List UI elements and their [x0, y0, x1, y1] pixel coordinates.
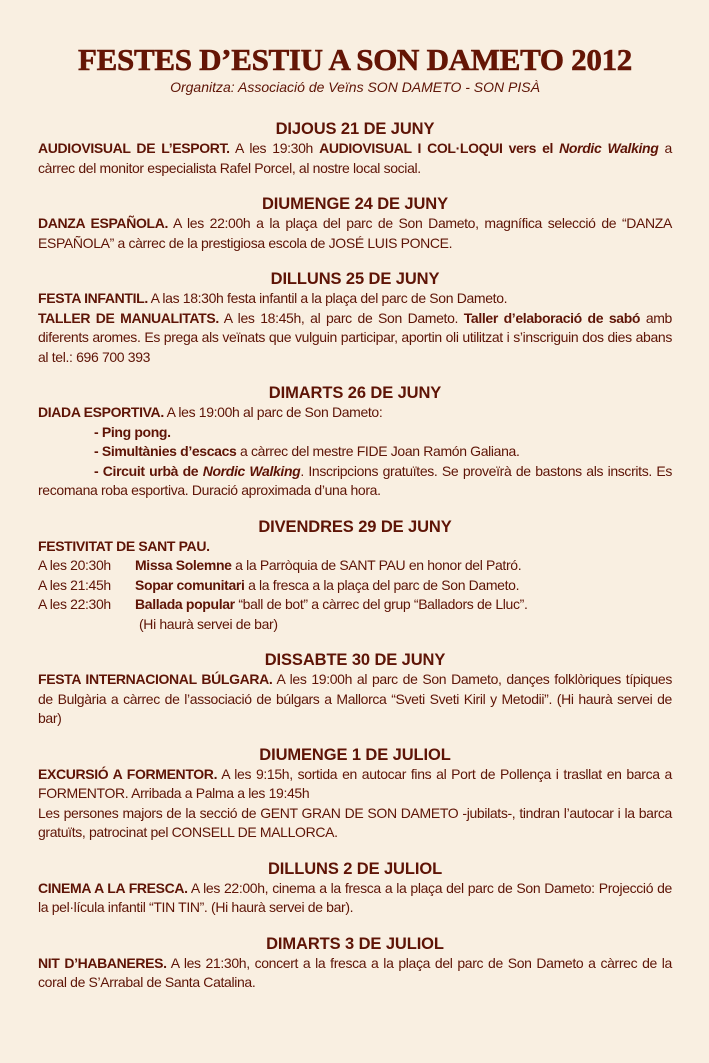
list-item: - Ping pong.	[94, 423, 171, 440]
organizer-line: Organitza: Associació de Veïns SON DAMETO - SON PISÀ	[170, 79, 540, 95]
section-dimarts-26-juny	[38, 383, 672, 501]
event-paragraph: FESTA INFANTIL. A las 18:30h festa infantil a la plaça del parc de Son Dameto.	[38, 290, 508, 306]
event-paragraph: CINEMA A LA FRESCA. A les 22:00h, cinema a la fresca a la plaça del parc de Son Dameto: Projecció de la pel·lícula infantil “TIN TIN”. (Hi haurà servei de bar).	[38, 879, 672, 915]
event-paragraph: DIADA ESPORTIVA. A les 19:00h al parc de Son Dameto:	[38, 404, 383, 420]
section-dissabte-30-juny	[38, 650, 672, 729]
bar-note: (Hi haurà servei de bar)	[139, 615, 278, 632]
section-diumenge-24-juny	[38, 194, 672, 253]
event-paragraph: TALLER DE MANUALITATS. A les 18:45h, al parc de Son Dameto. Taller d’elaboració de sabó amb diferents aromes. Es prega als veïnats que vulguin participar, aportin oli utilitzat i s’inscriguin dos dies abans al tel.: 696 700 393	[38, 309, 672, 365]
schedule-row: A les 22:30h Ballada popular “ball de bot” a càrrec del grup “Balladors de Lluc”.	[38, 595, 672, 615]
event-paragraph: FESTIVITAT DE SANT PAU.	[38, 537, 210, 554]
section-diumenge-1-juliol	[38, 745, 672, 843]
section-heading: DIUMENGE 1 DE JULIOL	[259, 745, 451, 764]
list-item: - Simultànies d’escacs a càrrec del mestre FIDE Joan Ramón Galiana.	[94, 443, 520, 459]
section-heading: DIUMENGE 24 DE JUNY	[261, 195, 449, 213]
schedule-time: A les 22:30h	[38, 596, 111, 612]
section-heading: DIMARTS 3 DE JULIOL	[266, 934, 444, 953]
event-paragraph: FESTA INTERNACIONAL BÚLGARA. A les 19:00h al parc de Son Dameto, dançes folklòriques típiques de Bulgària a càrrec de l’associació de búlgars a Mallorca “Sveti Sveti Kiril y Metodii”. (Hi haurà servei de bar)	[38, 671, 673, 726]
event-paragraph: NIT D’HABANERES. A les 21:30h, concert a la fresca a la plaça del parc de Son Dameto a càrrec de la coral de S’Arrabal de Santa Catalina.	[38, 954, 672, 990]
schedule-row: A les 20:30h Missa Solemne a la Parròquia de SANT PAU en honor del Patró.	[38, 556, 672, 576]
section-divendres-29-juny	[38, 517, 672, 635]
page-title: FESTES D’ESTIU A SON DAMETO 2012	[77, 42, 632, 77]
section-dijous-21-juny	[38, 119, 672, 178]
event-paragraph: DANZA ESPAÑOLA. A les 22:00h a la plaça del parc de Son Dameto, magnífica selecció de “DANZA ESPAÑOLA” a càrrec de la prestigiosa escola de JOSÉ LUIS PONCE.	[38, 215, 672, 251]
event-paragraph: Les persones majors de la secció de GENT GRAN DE SON DAMETO -jubilats-, tindran l’autocar i la barca gratuïts, patrocinat pel CONSELL DE MALLORCA.	[38, 804, 672, 840]
section-heading: DILLUNS 2 DE JULIOL	[267, 859, 443, 878]
list-item: - Circuit urbà de Nordic Walking. Inscripcions gratuïtes. Se proveïrà de bastons als inscrits. Es recomana roba esportiva. Duració aproximada d’una hora.	[38, 462, 673, 498]
section-dimarts-3-juliol	[38, 934, 672, 993]
section-dilluns-25-juny	[38, 269, 672, 367]
section-heading: DILLUNS 25 DE JUNY	[270, 270, 440, 288]
section-heading: DIMARTS 26 DE JUNY	[268, 384, 442, 402]
schedule-time: A les 20:30h	[38, 557, 111, 573]
schedule-row: A les 21:45h Sopar comunitari a la fresca a la plaça del parc de Son Dameto.	[38, 576, 672, 596]
section-heading: DISSABTE 30 DE JUNY	[264, 651, 446, 669]
section-heading: DIJOUS 21 DE JUNY	[275, 120, 435, 138]
section-heading: DIVENDRES 29 DE JUNY	[258, 517, 452, 536]
schedule-time: A les 21:45h	[38, 576, 111, 593]
event-paragraph: EXCURSIÓ A FORMENTOR. A les 9:15h, sortida en autocar fins al Port de Pollença i trasllat en barca a FORMENTOR. Arribada a Palma a les 19:45h	[38, 765, 672, 801]
section-dilluns-2-juliol	[38, 859, 672, 918]
event-paragraph: AUDIOVISUAL DE L’ESPORT. A les 19:30h AUDIOVISUAL I COL·LOQUI vers el Nordic Walking a càrrec del monitor especialista Rafel Porcel, al nostre local social.	[38, 140, 672, 176]
